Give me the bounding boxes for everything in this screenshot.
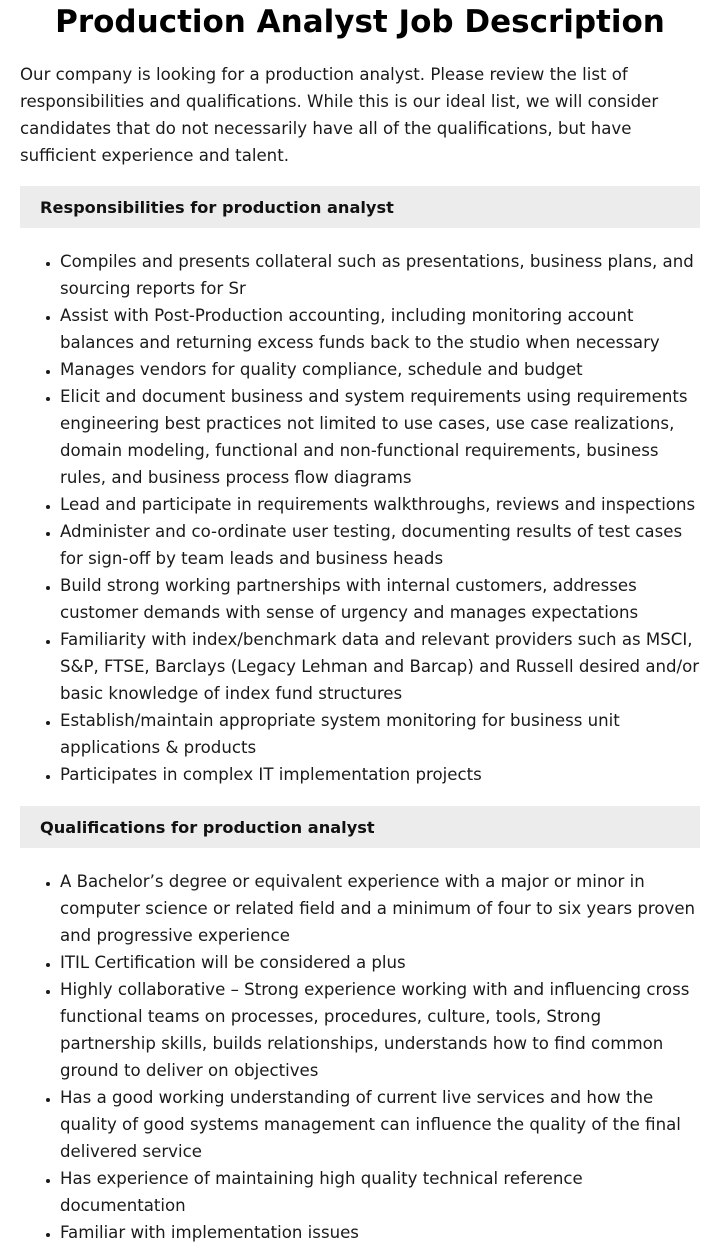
- intro-paragraph: Our company is looking for a production analyst. Please review the list of responsibilities and qualifications. While this is our ideal list, we will consider candidates that do not necessarily have all of the qualifications, but have sufficient experience and talent.: [20, 65, 659, 165]
- list-item: • Lead and participate in requirements walkthroughs, reviews and inspections: [60, 491, 700, 518]
- list-item: • Has experience of maintaining high quality technical reference documentation: [60, 1165, 700, 1219]
- list-item: • Manages vendors for quality compliance, schedule and budget: [60, 356, 700, 383]
- list-item: • Familiarity with index/benchmark data and relevant providers such as MSCI, S&P, FTSE, Barclays (Legacy Lehman and Barcap) and Russell desired and/or basic knowledge of index fund structures: [60, 626, 700, 707]
- list-item: • ITIL Certification will be considered a plus: [60, 949, 700, 976]
- qualifications-heading: Qualifications for production analyst: [40, 817, 375, 837]
- list-item: • Assist with Post-Production accounting, including monitoring account balances and returning excess funds back to the studio when necessary: [60, 302, 700, 356]
- responsibilities-header: [20, 186, 700, 228]
- list-item: • Compiles and presents collateral such as presentations, business plans, and sourcing reports for Sr: [60, 248, 700, 302]
- list-item: • Familiar with implementation issues: [60, 1219, 700, 1246]
- qualifications-header: [20, 806, 700, 848]
- list-item: • Participates in complex IT implementation projects: [60, 761, 700, 788]
- responsibilities-heading: Responsibilities for production analyst: [40, 197, 394, 217]
- list-item: • Highly collaborative – Strong experience working with and influencing cross functional teams on processes, procedures, culture, tools, Strong partnership skills, builds relationships, understands how to find common ground to deliver on objectives: [60, 976, 700, 1084]
- list-item: • Has a good working understanding of current live services and how the quality of good systems management can influence the quality of the final delivered service: [60, 1084, 700, 1165]
- list-item: • Administer and co-ordinate user testing, documenting results of test cases for sign-off by team leads and business heads: [60, 518, 700, 572]
- qualifications-list: [20, 868, 700, 1246]
- list-item: • Elicit and document business and system requirements using requirements engineering best practices not limited to use cases, use case realizations, domain modeling, functional and non-functional requirements, business rules, and business process flow diagrams: [60, 383, 700, 491]
- list-item: • A Bachelor’s degree or equivalent experience with a major or minor in computer science or related field and a minimum of four to six years proven and progressive experience: [60, 868, 700, 949]
- list-item: • Establish/maintain appropriate system monitoring for business unit applications & products: [60, 707, 700, 761]
- list-item: • Build strong working partnerships with internal customers, addresses customer demands with sense of urgency and manages expectations: [60, 572, 700, 626]
- responsibilities-list: [20, 248, 700, 788]
- page-title: Production Analyst Job Description: [55, 4, 665, 40]
